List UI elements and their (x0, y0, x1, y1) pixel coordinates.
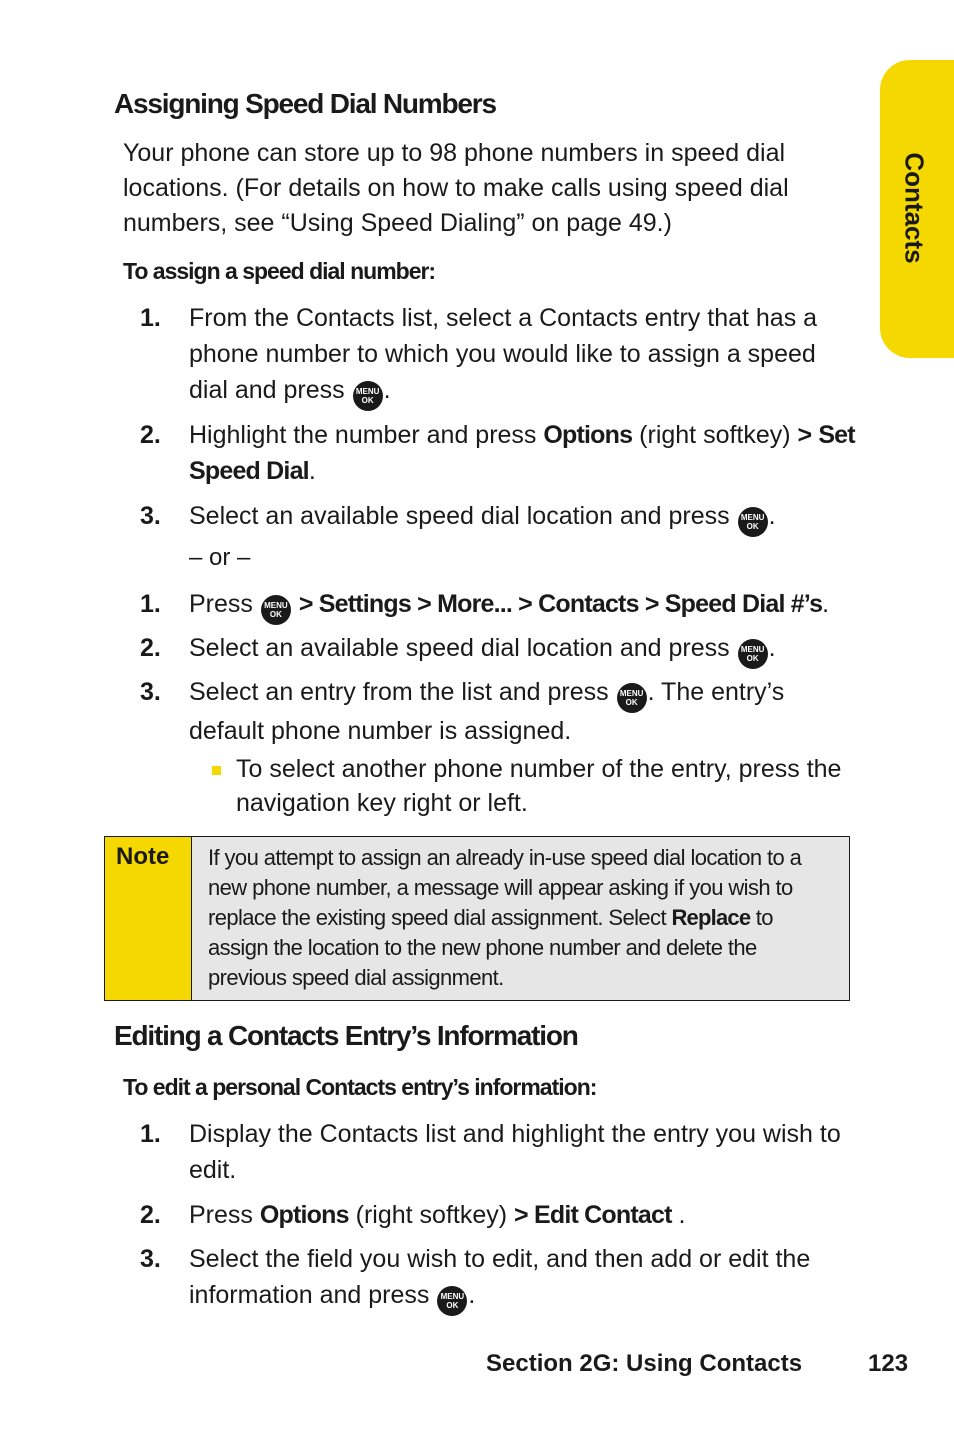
step-a2: 2. Highlight the number and press Options (right softkey) > Set Speed Dial. (140, 421, 855, 485)
options-label: Options (259, 1201, 349, 1229)
or-separator: – or – (189, 544, 251, 571)
section-heading-speed-dial: Assigning Speed Dial Numbers (114, 88, 496, 119)
note-label: Note (116, 843, 170, 870)
page-number: 123 (868, 1350, 909, 1377)
step-c3: 3. Select the field you wish to edit, and then add or edit the information and press MENU OK . (140, 1241, 860, 1316)
procedure-heading-edit: To edit a personal Contacts entry’s information: (123, 1074, 597, 1100)
section-heading-editing: Editing a Contacts Entry’s Information (114, 1020, 578, 1051)
menu-ok-key-icon: MENU OK (437, 1286, 467, 1316)
replace-label: Replace (671, 905, 751, 930)
menu-ok-key-icon: MENU OK (738, 639, 768, 669)
edit-contact-label: > Edit Contact (514, 1201, 672, 1229)
bullet-square-icon (212, 766, 221, 775)
step-b3: 3. Select an entry from the list and press MENU OK . The entry’s default phone number is assigned. (140, 678, 785, 745)
procedure-heading-assign: To assign a speed dial number: (123, 258, 436, 284)
step-a3: 3. Select an available speed dial location and press MENU OK . (140, 498, 860, 537)
menu-ok-key-icon: MENU OK (261, 595, 291, 625)
bullet-item: To select another phone number of the entry, press the navigation key right or left. (210, 752, 850, 820)
step-a1: 1. From the Contacts list, select a Contacts entry that has a phone number to which you would like to assign a speed dial and press MENU OK . (140, 300, 860, 411)
settings-path: > Settings > More... > Contacts > Speed Dial #’s (298, 590, 823, 618)
step-c1: 1. Display the Contacts list and highlight the entry you wish to edit. (140, 1120, 841, 1184)
step-b2: 2. Select an available speed dial location and press MENU OK . (140, 630, 860, 669)
menu-ok-key-icon: MENU OK (353, 381, 383, 411)
note-body: If you attempt to assign an already in-use speed dial location to a new phone number, a message will appear asking if you wish to replace the existing speed dial assignment. Select Replace to assign the location to the new phone number and delete the previous speed dial assignment. (208, 845, 802, 990)
step-b1: 1. Press MENU OK > Settings > More... > Contacts > Speed Dial #’s. (140, 586, 860, 625)
intro-paragraph: Your phone can store up to 98 phone numbers in speed dial locations. (For details on how to make calls using speed dial numbers, see “Using Speed Dialing” on page 49.) (123, 139, 789, 237)
footer-section-title: Section 2G: Using Contacts (486, 1350, 803, 1377)
options-label: Options (543, 421, 633, 449)
set-speed-dial-label: Set Speed Dial (189, 421, 855, 485)
menu-ok-key-icon: MENU OK (617, 683, 647, 713)
note-box (104, 836, 850, 1001)
step-c2: 2. Press Options (right softkey) > Edit Contact . (140, 1201, 686, 1229)
menu-ok-key-icon: MENU OK (738, 507, 768, 537)
side-tab-label: Contacts (899, 152, 930, 264)
note-label-cell (105, 837, 192, 1000)
